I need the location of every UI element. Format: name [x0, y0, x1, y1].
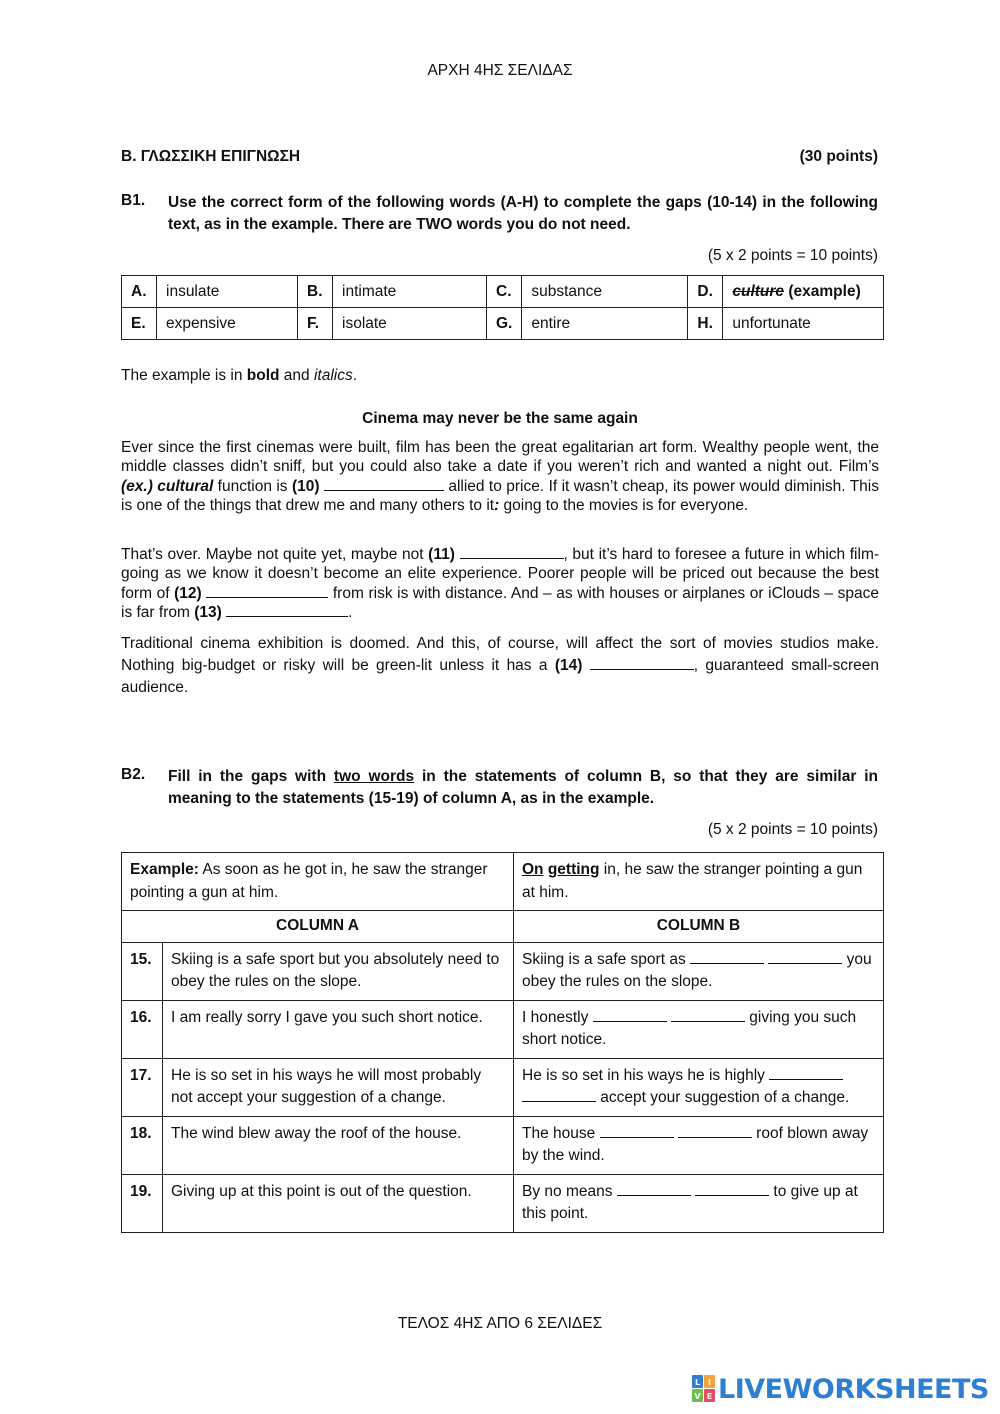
gap-blank[interactable] [695, 1182, 769, 1196]
row-number: 19. [122, 1174, 163, 1232]
gap-blank[interactable] [617, 1182, 691, 1196]
example-column-b: On getting in, he saw the stranger pointing a gun at him. [514, 853, 884, 911]
gap-blank[interactable] [593, 1008, 667, 1022]
gap-number: (13) [194, 604, 222, 622]
gap-11-blank[interactable] [460, 545, 564, 559]
gap-12-blank[interactable] [206, 584, 328, 598]
row-number: 17. [122, 1058, 163, 1116]
word-cell-example [723, 276, 884, 308]
b2-number: B2. [121, 766, 146, 783]
gap-blank[interactable] [769, 1066, 843, 1080]
row-number: 16. [122, 1000, 163, 1058]
text-paragraph-1: Ever since the first cinemas were built, film has been the great egalitarian art form. Wealthy people went, the middle classes didn’t sniff, but you could also take a date if you weren’t rich and wanted a night out. Film’s (ex.) cultural function is (10) allied to price. If it wasn’t cheap, its power would diminish. This is one of the things that drew me and many others to it: going to the movies is for everyone. [121, 439, 879, 515]
gap-14-blank[interactable] [590, 656, 694, 670]
word-letter: H. [688, 308, 723, 340]
gap-blank[interactable] [690, 950, 764, 964]
example-answer: (ex.) cultural [121, 477, 214, 495]
transformation-table [121, 852, 884, 1233]
word-letter: C. [487, 276, 522, 308]
table-row [122, 942, 884, 1000]
gap-blank[interactable] [600, 1124, 674, 1138]
column-b-cell: The house roof blown away by the wind. [514, 1116, 884, 1174]
word-cell: substance [522, 276, 688, 308]
b1-instruction: Use the correct form of the following words (A-H) to complete the gaps (10-14) in the following text, as in the example. There are TWO words you do not need. [168, 194, 878, 233]
section-points: (30 points) [799, 148, 878, 165]
word-cell: entire [522, 308, 688, 340]
gap-blank[interactable] [522, 1088, 596, 1102]
b1-number: B1. [121, 192, 146, 209]
word-letter: G. [487, 308, 522, 340]
liveworksheets-logo[interactable] [692, 1374, 989, 1404]
column-b-header: COLUMN B [514, 911, 884, 943]
column-b-cell: By no means to give up at this point. [514, 1174, 884, 1232]
text-title: Cinema may never be the same again [362, 410, 638, 427]
column-b-cell: I honestly giving you such short notice. [514, 1000, 884, 1058]
b1-points: (5 x 2 points = 10 points) [707, 247, 878, 264]
table-row [122, 1000, 884, 1058]
row-number: 18. [122, 1116, 163, 1174]
word-letter: F. [298, 308, 333, 340]
word-bank-row [122, 276, 884, 308]
word-cell: insulate [157, 276, 298, 308]
gap-number: (12) [174, 584, 202, 602]
gap-number: (11) [428, 546, 455, 563]
gap-13-blank[interactable] [226, 603, 348, 617]
column-a-cell: Giving up at this point is out of the question. [163, 1174, 514, 1232]
column-a-cell: The wind blew away the roof of the house. [163, 1116, 514, 1174]
example-column-a: Example: As soon as he got in, he saw the stranger pointing a gun at him. [122, 853, 514, 911]
word-cell: unfortunate [723, 308, 884, 340]
gap-number: (10) [291, 477, 320, 495]
svg-text:I: I [708, 1378, 711, 1387]
b2-points: (5 x 2 points = 10 points) [707, 821, 878, 838]
page-footer: ΤΕΛΟΣ 4ΗΣ ΑΠΟ 6 ΣΕΛΙΔΕΣ [397, 1315, 603, 1332]
b2-instruction: Fill in the gaps with two words in the statements of column B, so that they are similar in meaning to the statements (15-19) of column A, as in the example. [168, 768, 879, 807]
column-a-header: COLUMN A [122, 911, 514, 943]
column-b-cell: Skiing is a safe sport as you obey the rules on the slope. [514, 942, 884, 1000]
column-b-cell: He is so set in his ways he is highly accept your suggestion of a change. [514, 1058, 884, 1116]
table-row [122, 1116, 884, 1174]
word-cell: expensive [157, 308, 298, 340]
word-letter: D. [688, 276, 723, 308]
word-letter: A. [122, 276, 157, 308]
svg-text:V: V [694, 1392, 701, 1401]
example-row [122, 853, 884, 911]
example-note-line: The example is in bold and italics. [121, 367, 358, 384]
logo-text: LIVEWORKSHEETS [718, 1373, 989, 1405]
gap-blank[interactable] [678, 1124, 752, 1138]
column-a-cell: Skiing is a safe sport but you absolutely need to obey the rules on the slope. [163, 942, 514, 1000]
word-cell: isolate [333, 308, 487, 340]
svg-text:L: L [694, 1378, 701, 1387]
text-paragraph-3: Traditional cinema exhibition is doomed. And this, of course, will affect the sort of movies studios make. Nothing big-budget or risky will be green-lit unless it has a (14) , guaranteed small-screen audience. [121, 635, 879, 696]
text-paragraph-2: That’s over. Maybe not quite yet, maybe not (11) , but it’s hard to foresee a future in which film-going as we know it doesn’t become an elite experience. Poorer people will be priced out because the best form of (12) from risk is with distance. And – as with houses or airplanes or iClouds – space is far from (13) . [121, 546, 880, 622]
column-a-cell: He is so set in his ways he will most probably not accept your suggestion of a change. [163, 1058, 514, 1116]
word-letter: E. [122, 308, 157, 340]
page-header: ΑΡΧΗ 4ΗΣ ΣΕΛΙΔΑΣ [427, 62, 573, 79]
table-row [122, 1174, 884, 1232]
gap-10-blank[interactable] [324, 477, 444, 491]
gap-blank[interactable] [671, 1008, 745, 1022]
table-row [122, 1058, 884, 1116]
column-a-cell: I am really sorry I gave you such short notice. [163, 1000, 514, 1058]
word-letter: B. [298, 276, 333, 308]
section-title: B. ΓΛΩΣΣΙΚΗ ΕΠΙΓΝΩΣΗ [121, 148, 301, 165]
gap-blank[interactable] [768, 950, 842, 964]
word-bank-row [122, 308, 884, 340]
example-word: culture [732, 282, 785, 300]
logo-blocks-icon [692, 1375, 716, 1403]
column-header-row [122, 911, 884, 943]
word-bank-table [121, 275, 884, 340]
word-cell: intimate [333, 276, 487, 308]
svg-text:E: E [706, 1392, 713, 1401]
row-number: 15. [122, 942, 163, 1000]
gap-number: (14) [554, 657, 583, 674]
example-note: (example) [788, 282, 861, 300]
